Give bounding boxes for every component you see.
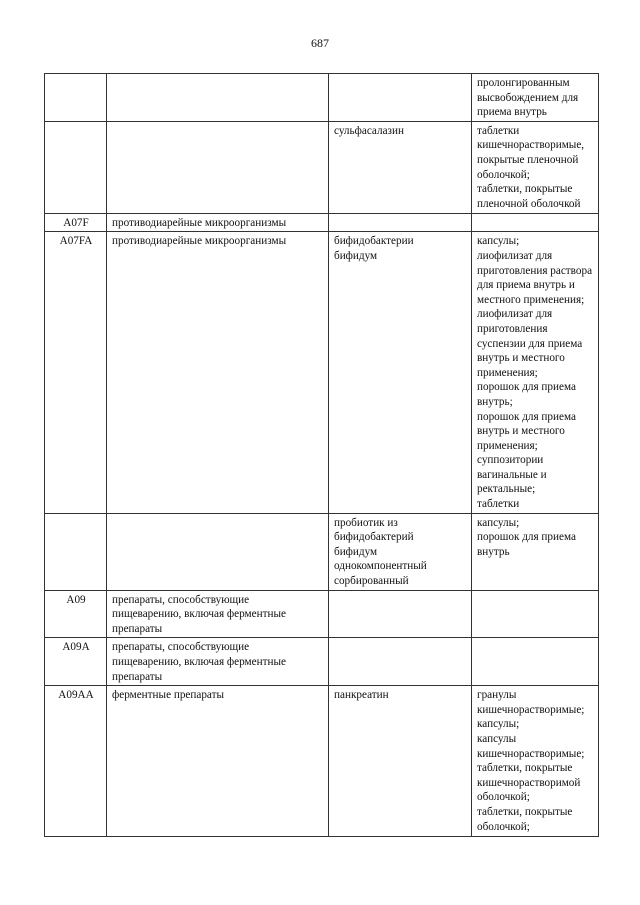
atc-code-cell: A09 xyxy=(45,590,107,638)
atc-code-cell xyxy=(45,513,107,590)
dosage-forms-cell xyxy=(472,513,599,590)
dosage-forms-cell-line: гранулы xyxy=(477,689,517,702)
dosage-forms-cell-line: пролонгированным xyxy=(477,77,570,89)
dosage-forms-cell-line: кишечнорастворимой xyxy=(477,776,581,789)
dosage-forms-cell-line: оболочкой; xyxy=(477,820,530,833)
anatomical-group-cell-line: препараты xyxy=(112,622,163,635)
table-row xyxy=(45,638,599,686)
dosage-forms-cell-line: кишечнорастворимые; xyxy=(477,747,585,760)
dosage-forms-cell-line: приема внутрь xyxy=(477,106,547,119)
dosage-forms-cell xyxy=(472,590,599,638)
dosage-forms-cell-line: таблетки, покрытые xyxy=(477,183,573,196)
dosage-forms-cell-line: пленочной оболочкой xyxy=(477,197,581,210)
dosage-forms-cell-line: оболочкой; xyxy=(477,168,530,181)
dosage-forms-cell-line: применения; xyxy=(477,366,538,379)
dosage-forms-cell-line: ректальные; xyxy=(477,483,536,496)
table-row xyxy=(45,121,599,213)
dosage-forms-cell xyxy=(472,232,599,513)
dosage-forms-cell-line: таблетки xyxy=(477,124,520,137)
dosage-forms-cell-line: порошок для приема xyxy=(477,381,576,394)
dosage-forms-cell-line: капсулы; xyxy=(477,235,520,248)
dosage-forms-cell-line: внутрь и местного xyxy=(477,425,565,438)
drug-name-cell xyxy=(329,638,472,686)
anatomical-group-cell-line: пищеварению, включая ферментные xyxy=(112,608,286,621)
drug-name-cell xyxy=(329,74,472,122)
dosage-forms-cell-line: внутрь; xyxy=(477,395,513,408)
anatomical-group-cell-line: противодиарейные микроорганизмы xyxy=(112,216,287,229)
atc-code-cell: A09A xyxy=(45,638,107,686)
dosage-forms-cell-line: капсулы; xyxy=(477,516,520,529)
dosage-forms-cell-line: покрытые пленочной xyxy=(477,153,579,166)
dosage-forms-cell-line: капсулы xyxy=(477,732,517,745)
drug-name-cell-line: бифидум xyxy=(334,249,378,262)
drug-name-cell xyxy=(329,590,472,638)
dosage-forms-cell-line: порошок для приема xyxy=(477,410,576,423)
anatomical-group-cell-line: пищеварению, включая ферментные xyxy=(112,656,286,668)
page-number: 687 xyxy=(311,36,329,50)
dosage-forms-cell-line: лиофилизат для xyxy=(477,249,553,262)
anatomical-group-cell-line: ферментные препараты xyxy=(112,689,225,702)
atc-code-cell xyxy=(45,74,107,122)
dosage-forms-cell xyxy=(472,213,599,232)
anatomical-group-cell xyxy=(107,686,329,837)
dosage-forms-cell-line: для приема внутрь и xyxy=(477,279,575,292)
drug-name-cell-line: бифидобактерий xyxy=(334,531,414,544)
dosage-forms-cell-line: таблетки xyxy=(477,498,520,511)
dosage-forms-cell-line: вагинальные и xyxy=(477,468,547,481)
drug-name-cell xyxy=(329,213,472,232)
anatomical-group-cell xyxy=(107,513,329,590)
dosage-forms-cell-line: высвобождением для xyxy=(477,91,579,104)
anatomical-group-cell-line: препараты, способствующие xyxy=(112,641,250,654)
anatomical-group-cell xyxy=(107,74,329,122)
dosage-forms-cell-line: суппозитории xyxy=(477,454,544,467)
dosage-forms-cell-line: таблетки, покрытые xyxy=(477,762,573,775)
drug-name-cell-line: сульфасалазин xyxy=(334,124,404,137)
anatomical-group-cell-line: препараты xyxy=(112,670,163,683)
dosage-forms-cell-line: приготовления раствора xyxy=(477,264,593,277)
drug-name-cell-line: бифидобактерии xyxy=(334,235,414,248)
dosage-forms-cell-line: применения; xyxy=(477,439,538,452)
dosage-forms-cell-line: кишечнорастворимые, xyxy=(477,139,585,152)
dosage-forms-cell xyxy=(472,686,599,837)
anatomical-group-cell-line: противодиарейные микроорганизмы xyxy=(112,235,287,248)
atc-code-cell: A07F xyxy=(45,213,107,232)
atc-code-cell: A07FA xyxy=(45,232,107,513)
atc-code-cell xyxy=(45,121,107,213)
drug-name-cell-line: сорбированный xyxy=(334,575,409,588)
drug-name-cell xyxy=(329,513,472,590)
drug-name-cell-line: пробиотик из xyxy=(334,516,398,529)
anatomical-group-cell xyxy=(107,232,329,513)
drug-name-cell xyxy=(329,232,472,513)
dosage-forms-cell xyxy=(472,638,599,686)
dosage-forms-cell xyxy=(472,74,599,122)
table-row xyxy=(45,513,599,590)
dosage-forms-cell-line: лиофилизат для xyxy=(477,308,553,321)
dosage-forms-cell-line: кишечнорастворимые; xyxy=(477,703,585,716)
dosage-forms-cell xyxy=(472,121,599,213)
dosage-forms-cell-line: местного применения; xyxy=(477,293,585,306)
drug-name-cell-line: панкреатин xyxy=(334,689,389,702)
table-row xyxy=(45,686,599,837)
dosage-forms-cell-line: оболочкой; xyxy=(477,791,530,804)
drug-name-cell xyxy=(329,686,472,837)
anatomical-group-cell-line: препараты, способствующие xyxy=(112,593,250,606)
dosage-forms-cell-line: таблетки, покрытые xyxy=(477,805,573,818)
dosage-forms-cell-line: внутрь и местного xyxy=(477,352,565,365)
table-row xyxy=(45,74,599,122)
table-row xyxy=(45,590,599,638)
anatomical-group-cell xyxy=(107,638,329,686)
anatomical-group-cell xyxy=(107,121,329,213)
drug-name-cell-line: однокомпонентный xyxy=(334,560,427,573)
dosage-forms-cell-line: капсулы; xyxy=(477,718,520,731)
atc-code-cell: A09AA xyxy=(45,686,107,837)
dosage-forms-cell-line: внутрь xyxy=(477,545,510,558)
drug-name-cell xyxy=(329,121,472,213)
table-row xyxy=(45,213,599,232)
anatomical-group-cell xyxy=(107,213,329,232)
table-row xyxy=(45,232,599,513)
drug-table xyxy=(44,73,599,837)
dosage-forms-cell-line: суспензии для приема xyxy=(477,337,583,350)
anatomical-group-cell xyxy=(107,590,329,638)
dosage-forms-cell-line: порошок для приема xyxy=(477,531,576,544)
dosage-forms-cell-line: приготовления xyxy=(477,322,548,335)
drug-name-cell-line: бифидум xyxy=(334,545,378,558)
